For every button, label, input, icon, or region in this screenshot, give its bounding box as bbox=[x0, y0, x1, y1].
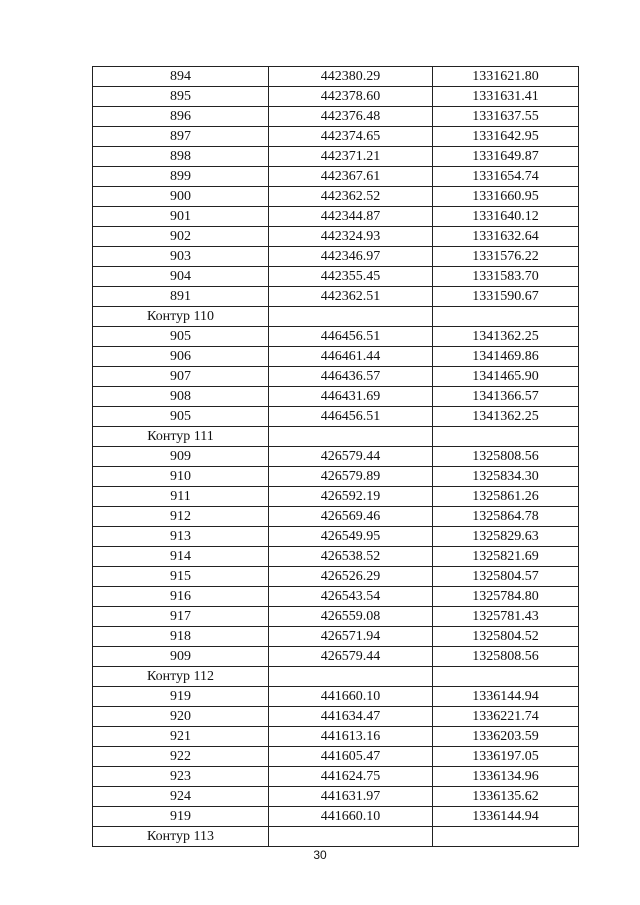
point-number-cell: Контур 110 bbox=[93, 307, 269, 327]
point-number-cell: 896 bbox=[93, 107, 269, 127]
table-row bbox=[93, 707, 579, 727]
point-number-cell: 921 bbox=[93, 727, 269, 747]
table-row bbox=[93, 507, 579, 527]
point-number-cell: 919 bbox=[93, 687, 269, 707]
table-row bbox=[93, 527, 579, 547]
x-coordinate-cell: 426569.46 bbox=[269, 507, 433, 527]
point-number-cell: 898 bbox=[93, 147, 269, 167]
table-row bbox=[93, 147, 579, 167]
x-coordinate-cell: 441605.47 bbox=[269, 747, 433, 767]
table-row bbox=[93, 727, 579, 747]
point-number-cell: 900 bbox=[93, 187, 269, 207]
contour-header-row bbox=[93, 427, 579, 447]
point-number-cell: 915 bbox=[93, 567, 269, 587]
x-coordinate-cell bbox=[269, 307, 433, 327]
x-coordinate-cell: 426579.44 bbox=[269, 447, 433, 467]
x-coordinate-cell: 446431.69 bbox=[269, 387, 433, 407]
y-coordinate-cell: 1325829.63 bbox=[433, 527, 579, 547]
x-coordinate-cell bbox=[269, 667, 433, 687]
point-number-cell: 919 bbox=[93, 807, 269, 827]
table-row bbox=[93, 347, 579, 367]
point-number-cell: Контур 112 bbox=[93, 667, 269, 687]
x-coordinate-cell: 426592.19 bbox=[269, 487, 433, 507]
x-coordinate-cell: 446436.57 bbox=[269, 367, 433, 387]
y-coordinate-cell: 1331660.95 bbox=[433, 187, 579, 207]
table-row bbox=[93, 447, 579, 467]
table-row bbox=[93, 767, 579, 787]
y-coordinate-cell: 1336144.94 bbox=[433, 687, 579, 707]
y-coordinate-cell: 1325864.78 bbox=[433, 507, 579, 527]
point-number-cell: 905 bbox=[93, 407, 269, 427]
x-coordinate-cell: 442344.87 bbox=[269, 207, 433, 227]
x-coordinate-cell: 426571.94 bbox=[269, 627, 433, 647]
x-coordinate-cell: 446461.44 bbox=[269, 347, 433, 367]
point-number-cell: 906 bbox=[93, 347, 269, 367]
point-number-cell: 903 bbox=[93, 247, 269, 267]
y-coordinate-cell: 1336144.94 bbox=[433, 807, 579, 827]
x-coordinate-cell: 442380.29 bbox=[269, 67, 433, 87]
table-row bbox=[93, 107, 579, 127]
y-coordinate-cell: 1325781.43 bbox=[433, 607, 579, 627]
coordinates-table-body bbox=[93, 67, 579, 847]
point-number-cell: 918 bbox=[93, 627, 269, 647]
x-coordinate-cell: 442378.60 bbox=[269, 87, 433, 107]
point-number-cell: 909 bbox=[93, 447, 269, 467]
x-coordinate-cell: 426538.52 bbox=[269, 547, 433, 567]
y-coordinate-cell bbox=[433, 307, 579, 327]
point-number-cell: 924 bbox=[93, 787, 269, 807]
table-row bbox=[93, 687, 579, 707]
point-number-cell: 917 bbox=[93, 607, 269, 627]
y-coordinate-cell bbox=[433, 667, 579, 687]
point-number-cell: 907 bbox=[93, 367, 269, 387]
y-coordinate-cell: 1336197.05 bbox=[433, 747, 579, 767]
y-coordinate-cell: 1331590.67 bbox=[433, 287, 579, 307]
y-coordinate-cell: 1331649.87 bbox=[433, 147, 579, 167]
x-coordinate-cell: 442376.48 bbox=[269, 107, 433, 127]
coordinates-table bbox=[92, 66, 579, 847]
y-coordinate-cell: 1331637.55 bbox=[433, 107, 579, 127]
x-coordinate-cell: 442362.52 bbox=[269, 187, 433, 207]
x-coordinate-cell: 446456.51 bbox=[269, 407, 433, 427]
table-row bbox=[93, 67, 579, 87]
point-number-cell: 911 bbox=[93, 487, 269, 507]
page-number: 30 bbox=[313, 848, 327, 862]
point-number-cell: 916 bbox=[93, 587, 269, 607]
y-coordinate-cell: 1325804.57 bbox=[433, 567, 579, 587]
y-coordinate-cell: 1331654.74 bbox=[433, 167, 579, 187]
table-row bbox=[93, 607, 579, 627]
table-row bbox=[93, 367, 579, 387]
x-coordinate-cell: 426543.54 bbox=[269, 587, 433, 607]
point-number-cell: 899 bbox=[93, 167, 269, 187]
y-coordinate-cell: 1331583.70 bbox=[433, 267, 579, 287]
table-row bbox=[93, 807, 579, 827]
point-number-cell: 895 bbox=[93, 87, 269, 107]
y-coordinate-cell: 1325808.56 bbox=[433, 447, 579, 467]
point-number-cell: 914 bbox=[93, 547, 269, 567]
contour-header-row bbox=[93, 307, 579, 327]
table-row bbox=[93, 547, 579, 567]
table-row bbox=[93, 627, 579, 647]
point-number-cell: 908 bbox=[93, 387, 269, 407]
x-coordinate-cell bbox=[269, 427, 433, 447]
table-row bbox=[93, 207, 579, 227]
y-coordinate-cell: 1331621.80 bbox=[433, 67, 579, 87]
point-number-cell: 901 bbox=[93, 207, 269, 227]
y-coordinate-cell: 1325808.56 bbox=[433, 647, 579, 667]
y-coordinate-cell: 1341469.86 bbox=[433, 347, 579, 367]
point-number-cell: Контур 111 bbox=[93, 427, 269, 447]
y-coordinate-cell bbox=[433, 427, 579, 447]
contour-header-row bbox=[93, 667, 579, 687]
table-row bbox=[93, 187, 579, 207]
y-coordinate-cell bbox=[433, 827, 579, 847]
y-coordinate-cell: 1331642.95 bbox=[433, 127, 579, 147]
table-row bbox=[93, 647, 579, 667]
y-coordinate-cell: 1325784.80 bbox=[433, 587, 579, 607]
x-coordinate-cell: 426579.89 bbox=[269, 467, 433, 487]
y-coordinate-cell: 1331631.41 bbox=[433, 87, 579, 107]
point-number-cell: 910 bbox=[93, 467, 269, 487]
x-coordinate-cell: 441631.97 bbox=[269, 787, 433, 807]
point-number-cell: 920 bbox=[93, 707, 269, 727]
x-coordinate-cell: 426526.29 bbox=[269, 567, 433, 587]
y-coordinate-cell: 1341362.25 bbox=[433, 407, 579, 427]
point-number-cell: 909 bbox=[93, 647, 269, 667]
point-number-cell: 905 bbox=[93, 327, 269, 347]
point-number-cell: 923 bbox=[93, 767, 269, 787]
y-coordinate-cell: 1341362.25 bbox=[433, 327, 579, 347]
x-coordinate-cell: 441634.47 bbox=[269, 707, 433, 727]
x-coordinate-cell: 442374.65 bbox=[269, 127, 433, 147]
table-row bbox=[93, 327, 579, 347]
x-coordinate-cell: 441660.10 bbox=[269, 687, 433, 707]
table-row bbox=[93, 587, 579, 607]
table-row bbox=[93, 287, 579, 307]
y-coordinate-cell: 1325804.52 bbox=[433, 627, 579, 647]
point-number-cell: 904 bbox=[93, 267, 269, 287]
x-coordinate-cell: 442371.21 bbox=[269, 147, 433, 167]
y-coordinate-cell: 1325834.30 bbox=[433, 467, 579, 487]
point-number-cell: 913 bbox=[93, 527, 269, 547]
y-coordinate-cell: 1331640.12 bbox=[433, 207, 579, 227]
point-number-cell: 902 bbox=[93, 227, 269, 247]
y-coordinate-cell: 1336203.59 bbox=[433, 727, 579, 747]
table-row bbox=[93, 407, 579, 427]
table-row bbox=[93, 127, 579, 147]
table-row bbox=[93, 387, 579, 407]
x-coordinate-cell bbox=[269, 827, 433, 847]
y-coordinate-cell: 1325821.69 bbox=[433, 547, 579, 567]
point-number-cell: 922 bbox=[93, 747, 269, 767]
point-number-cell: 891 bbox=[93, 287, 269, 307]
y-coordinate-cell: 1331576.22 bbox=[433, 247, 579, 267]
table-row bbox=[93, 167, 579, 187]
point-number-cell: 894 bbox=[93, 67, 269, 87]
x-coordinate-cell: 442362.51 bbox=[269, 287, 433, 307]
y-coordinate-cell: 1341465.90 bbox=[433, 367, 579, 387]
point-number-cell: 897 bbox=[93, 127, 269, 147]
table-row bbox=[93, 747, 579, 767]
table-row bbox=[93, 227, 579, 247]
table-row bbox=[93, 467, 579, 487]
x-coordinate-cell: 441624.75 bbox=[269, 767, 433, 787]
y-coordinate-cell: 1341366.57 bbox=[433, 387, 579, 407]
x-coordinate-cell: 441660.10 bbox=[269, 807, 433, 827]
point-number-cell: Контур 113 bbox=[93, 827, 269, 847]
x-coordinate-cell: 426549.95 bbox=[269, 527, 433, 547]
table-row bbox=[93, 267, 579, 287]
point-number-cell: 912 bbox=[93, 507, 269, 527]
table-row bbox=[93, 787, 579, 807]
y-coordinate-cell: 1331632.64 bbox=[433, 227, 579, 247]
y-coordinate-cell: 1325861.26 bbox=[433, 487, 579, 507]
x-coordinate-cell: 441613.16 bbox=[269, 727, 433, 747]
table-row bbox=[93, 487, 579, 507]
table-row bbox=[93, 567, 579, 587]
x-coordinate-cell: 442367.61 bbox=[269, 167, 433, 187]
y-coordinate-cell: 1336135.62 bbox=[433, 787, 579, 807]
x-coordinate-cell: 442346.97 bbox=[269, 247, 433, 267]
table-row bbox=[93, 247, 579, 267]
table-row bbox=[93, 87, 579, 107]
x-coordinate-cell: 426559.08 bbox=[269, 607, 433, 627]
y-coordinate-cell: 1336221.74 bbox=[433, 707, 579, 727]
x-coordinate-cell: 446456.51 bbox=[269, 327, 433, 347]
x-coordinate-cell: 426579.44 bbox=[269, 647, 433, 667]
y-coordinate-cell: 1336134.96 bbox=[433, 767, 579, 787]
x-coordinate-cell: 442355.45 bbox=[269, 267, 433, 287]
x-coordinate-cell: 442324.93 bbox=[269, 227, 433, 247]
contour-header-row bbox=[93, 827, 579, 847]
